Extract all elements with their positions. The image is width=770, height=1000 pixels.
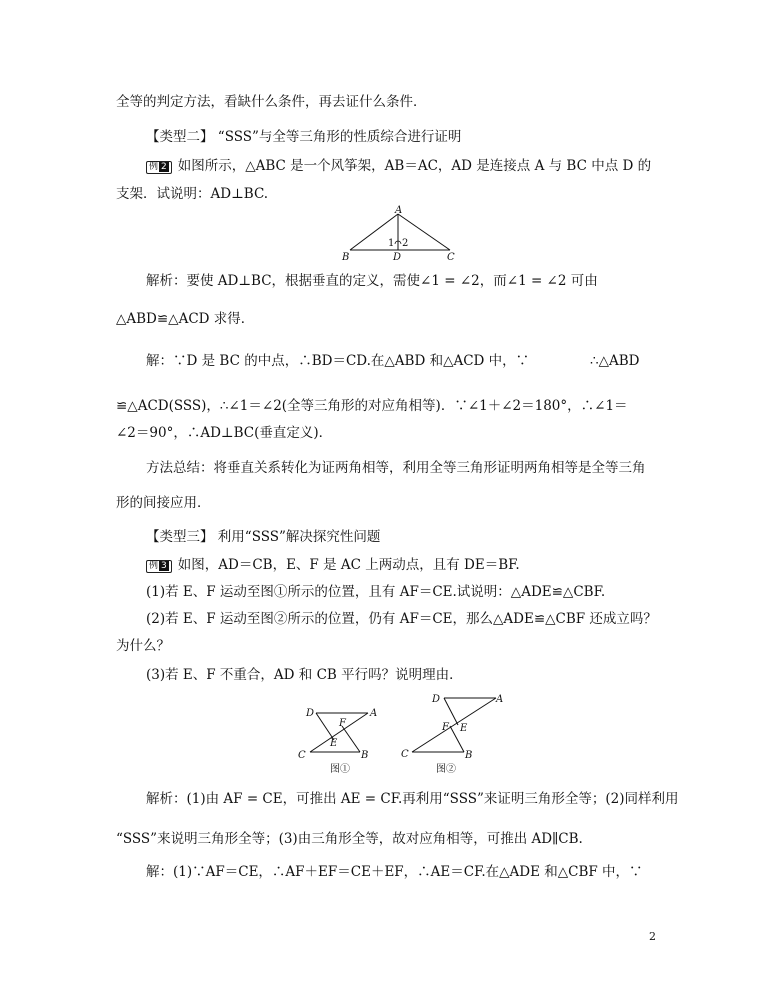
example-3-text: 如图，AD＝CB，E、F 是 AC 上两动点，且有 DE＝BF.: [177, 557, 520, 573]
angle-1-label: 1: [388, 238, 395, 249]
fig1-point-c: C: [298, 750, 306, 761]
angle-2-label: 2: [402, 238, 409, 249]
fig2-point-c: C: [401, 749, 409, 760]
fig2-point-b: B: [465, 750, 473, 761]
question-1: (1)若 E、F 运动至图①所示的位置，且有 AF＝CE.试说明：△ADE≌△CBF.: [146, 584, 606, 600]
fig1-point-f: F: [339, 718, 346, 729]
fig2-point-f: F: [442, 722, 449, 733]
method-summary-line-1: 方法总结：将垂直关系转化为证两角相等，利用全等三角形证明两角相等是全等三角: [146, 460, 646, 476]
analysis-line-1: 解析：要使 AD⊥BC，根据垂直的定义，需使∠1 = ∠2，而∠1 = ∠2 可由: [146, 273, 598, 289]
section-heading-type-2: 【类型二】 “SSS”与全等三角形的性质综合进行证明: [146, 129, 462, 145]
kite-frame-figure: [336, 204, 466, 264]
fig2-point-a: A: [496, 694, 504, 705]
method-summary-line-2: 形的间接应用．: [116, 495, 211, 511]
analysis-2-line-1: 解析：(1)由 AF = CE，可推出 AE = CF.再利用“SSS”来证明三角形全等；(2)同样利用: [146, 791, 679, 807]
example-2-line-2: 支架．试说明：AD⊥BC.: [116, 186, 269, 202]
solution-line-3: ∠2＝90°，∴AD⊥BC(垂直定义)．: [116, 425, 333, 441]
fig2-point-d: D: [432, 694, 441, 705]
figure-2: [396, 688, 506, 780]
example-badge: 例 3: [146, 560, 172, 573]
text-line-1: 全等的判定方法，看缺什么条件，再去证什么条件．: [116, 94, 427, 110]
solution-line-1b: ∴△ABD: [590, 353, 640, 369]
solution-2-line-1: 解：(1)∵AF＝CE，∴AF＋EF＝CE＋EF，∴AE＝CF.在△ADE 和△CBF 中，∵: [146, 864, 643, 880]
solution-line-1a: 解：∵D 是 BC 的中点，∴BD＝CD.在△ABD 和△ACD 中，∵: [146, 353, 530, 369]
point-b-label: B: [342, 252, 350, 263]
question-3: (3)若 E、F 不重合，AD 和 CB 平行吗？说明理由．: [146, 667, 463, 683]
example-2-line-1: [146, 157, 651, 175]
fig2-point-e: E: [460, 723, 468, 734]
question-2: (2)若 E、F 运动至图②所示的位置，仍有 AF＝CE，那么△ADE≌△CBF 还成立吗？: [146, 611, 657, 627]
point-a-label: A: [395, 205, 403, 216]
fig1-caption: 图①: [330, 764, 350, 775]
analysis-2-line-2: “SSS”来说明三角形全等；(3)由三角形全等，故对应角相等，可推出 AD∥CB.: [116, 831, 583, 847]
fig2-caption: 图②: [436, 764, 456, 775]
fig1-point-b: B: [361, 750, 369, 761]
question-2-cont: 为什么？: [116, 638, 170, 654]
example-2-text: 如图所示，△ABC 是一个风筝架，AB＝AC，AD 是连接点 A 与 BC 中点 D 的: [177, 158, 652, 174]
fig1-point-d: D: [306, 708, 315, 719]
analysis-line-2: △ABD≌△ACD 求得．: [116, 311, 255, 327]
fig1-point-a: A: [370, 708, 378, 719]
point-d-label: D: [393, 252, 402, 263]
fig1-point-e: E: [330, 738, 338, 749]
figure-1: [292, 700, 392, 780]
solution-line-2: ≌△ACD(SSS)，∴∠1＝∠2(全等三角形的对应角相等)．∵∠1＋∠2＝180°，∴∠1＝: [116, 398, 628, 414]
example-badge: 例 2: [146, 161, 172, 174]
section-heading-type-3: 【类型三】 利用“SSS”解决探究性问题: [146, 529, 381, 545]
page-number: 2: [649, 930, 656, 943]
example-3-line-1: [146, 556, 520, 574]
point-c-label: C: [447, 252, 455, 263]
